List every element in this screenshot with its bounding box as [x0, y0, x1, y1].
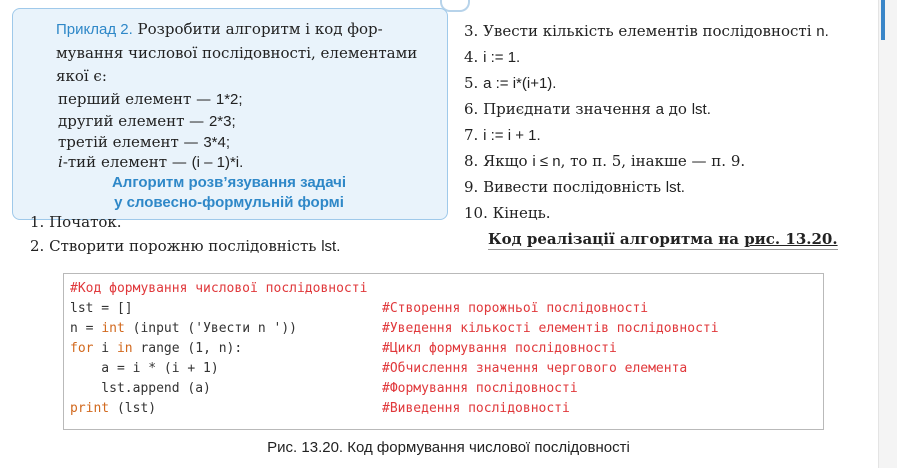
page-edge: [878, 0, 897, 468]
step-6-var: a: [655, 101, 664, 118]
example-intro-1: Розробити алгоритм і код фор-: [137, 20, 383, 38]
step-3-num: 3.: [464, 22, 479, 40]
element-line-3: [58, 132, 230, 153]
step-10-text: Кінець.: [492, 204, 551, 222]
example-label: Приклад 2.: [56, 21, 133, 38]
figure-caption: Рис. 13.20. Код формування числової послідовності: [267, 439, 630, 456]
ith-text: -тий елемент —: [62, 153, 192, 171]
code-comment-4: #Обчислення значення чергового елемента: [382, 361, 688, 376]
element-3-text: третій елемент —: [58, 133, 204, 151]
code-line-6: [70, 400, 156, 418]
ith-formula: (і – 1)*і.: [191, 154, 244, 171]
step-5: [464, 73, 556, 94]
element-2-text: другий елемент —: [58, 112, 209, 130]
step-4: [464, 47, 520, 68]
code-comment-5: #Формування послідовності: [382, 381, 578, 396]
element-line-1: [58, 89, 243, 110]
step-4-var: i := 1.: [483, 49, 521, 66]
code-line-4: a = i * (i + 1): [70, 361, 219, 376]
code-line-2-kw: int: [101, 321, 125, 336]
element-line-ith: [58, 152, 243, 173]
step-7: [464, 125, 541, 146]
step-9-num: 9.: [464, 178, 479, 196]
code-line-5: lst.append (a): [70, 381, 211, 396]
code-line-2-a: n =: [70, 321, 102, 336]
step-2-num: 2.: [30, 237, 45, 255]
step-5-var: a := i*(i+1).: [483, 75, 557, 92]
step-3-var: n.: [816, 23, 829, 40]
example-intro-3: якої є:: [56, 67, 107, 85]
code-line-3-kw1: for: [70, 341, 94, 356]
code-line-3-mid1: i: [93, 341, 117, 356]
element-2-formula: 2*3;: [208, 113, 236, 130]
step-8-var: i ≤ n: [532, 153, 561, 170]
figure-link[interactable]: рис. 13.20.: [744, 230, 838, 248]
code-line-3: [70, 340, 242, 358]
code-line-3-kw2: in: [116, 341, 133, 356]
step-3: [464, 21, 829, 42]
step-6: [464, 99, 711, 120]
code-line-6-rest: (lst): [109, 401, 157, 416]
code-header-comment: #Код формування числової послідовності: [70, 281, 368, 296]
step-2: [30, 236, 340, 257]
code-comment-6: #Виведення послідовності: [382, 401, 570, 416]
code-line-1: lst = []: [70, 301, 133, 316]
code-line-3-mid2: range (1, n):: [132, 341, 243, 356]
step-10-num: 10.: [464, 204, 488, 222]
step-7-var: i := i + 1.: [483, 127, 541, 144]
step-6-text: Приєднати значення: [483, 100, 656, 118]
step-6-var2: lst.: [691, 101, 711, 118]
example-intro-2: мування числової послідовності, елементами: [56, 44, 418, 62]
step-8: [464, 151, 745, 172]
step-3-text: Увести кількість елементів послідовності: [483, 22, 817, 40]
code-ref-text: Код реалізації алгоритма на: [488, 230, 745, 248]
step-1-num: 1.: [30, 213, 45, 231]
ith-italic: і: [58, 153, 63, 171]
element-line-2: [58, 111, 236, 132]
step-5-num: 5.: [464, 74, 479, 92]
algorithm-heading-2: у словесно-формульній формі: [114, 194, 344, 211]
element-3-formula: 3*4;: [203, 134, 231, 151]
step-9-text: Вивести послідовність: [483, 178, 666, 196]
step-6-text2: до: [663, 100, 692, 118]
step-2-text: Створити порожню послідовність: [49, 237, 322, 255]
step-9: [464, 177, 685, 198]
code-comment-2: #Уведення кількості елементів послідовності: [382, 321, 719, 336]
step-8-num: 8.: [464, 152, 479, 170]
element-1-formula: 1*2;: [215, 91, 243, 108]
code-line-2-b: (input ('Увести n ')): [124, 321, 297, 336]
step-6-num: 6.: [464, 100, 479, 118]
code-comment-1: #Створення порожньої послідовності: [382, 301, 649, 316]
code-listing: [63, 273, 824, 430]
element-1-text: перший елемент —: [58, 90, 216, 108]
step-1: [30, 212, 122, 232]
step-10: [464, 203, 551, 223]
step-2-var: lst.: [321, 238, 341, 255]
code-line-2: [70, 320, 297, 338]
step-4-num: 4.: [464, 48, 479, 66]
step-8-text2: , то п. 5, інакше — п. 9.: [560, 152, 746, 170]
step-7-num: 7.: [464, 126, 479, 144]
step-1-text: Початок.: [49, 213, 122, 231]
step-9-var: lst.: [665, 179, 685, 196]
code-reference: [488, 229, 838, 250]
code-comment-3: #Цикл формування послідовності: [382, 341, 617, 356]
code-line-6-kw: print: [70, 401, 110, 416]
example-intro-line-1: [56, 19, 383, 40]
page-edge-accent: [881, 0, 885, 40]
step-8-text: Якщо: [483, 152, 533, 170]
algorithm-heading-1: Алгоритм розв’язування задачі: [111, 174, 347, 191]
